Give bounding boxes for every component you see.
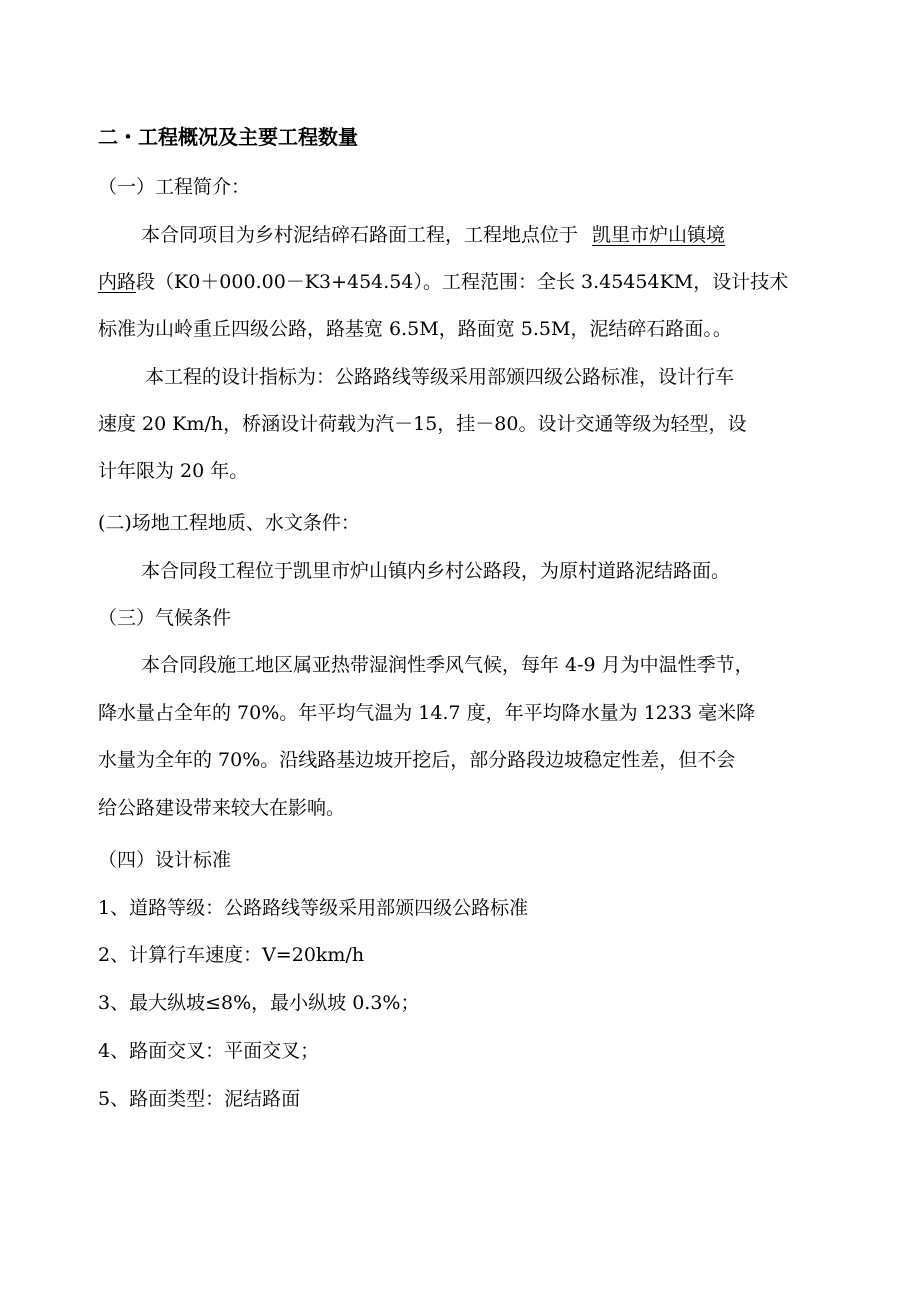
text-span: 本合同项目为乡村泥结碎石路面工程，工程地点位于 — [141, 224, 579, 246]
paragraph-line: 速度 20 Km/h，桥涵设计荷载为汽－15，挂－80。设计交通等级为轻型，设 — [98, 413, 747, 435]
paragraph-line: 本合同段施工地区属亚热带湿润性季风气候，每年 4-9 月为中温性季节， — [141, 654, 754, 676]
paragraph-line: 给公路建设带来较大在影响。 — [98, 797, 346, 819]
list-item: 3、最大纵坡≤8%，最小纵坡 0.3%； — [98, 992, 420, 1014]
underlined-location — [578, 224, 725, 246]
paragraph-line: 降水量占全年的 70%。年平均气温为 14.7 度，年平均降水量为 1233 毫米降 — [98, 702, 756, 724]
subsection-title-climate: （三）气候条件 — [98, 607, 232, 629]
underlined-text: 内路 — [98, 271, 137, 293]
paragraph-line — [98, 267, 788, 297]
text-span: 段（K0＋000.00－K3+454.54）。工程范围：全长 3.45454KM，设计技术 — [136, 271, 789, 293]
section-title: 二・工程概况及主要工程数量 — [98, 125, 358, 149]
underlined-text: 凯里市炉山镇境 — [592, 224, 726, 246]
paragraph-line — [141, 220, 725, 250]
paragraph-line: 本合同段工程位于凯里市炉山镇内乡村公路段，为原村道路泥结路面。 — [141, 560, 731, 582]
paragraph-line: 计年限为 20 年。 — [98, 460, 249, 482]
list-item: 4、路面交叉：平面交叉； — [98, 1040, 320, 1062]
paragraph-line: 本工程的设计指标为：公路路线等级采用部颁四级公路标准，设计行车 — [145, 366, 735, 388]
paragraph-line: 水量为全年的 70%。沿线路基边坡开挖后，部分路段边坡稳定性差，但不会 — [98, 749, 736, 771]
list-item: 5、路面类型：泥结路面 — [98, 1088, 301, 1110]
subsection-title-project-intro: （一）工程简介： — [98, 176, 251, 198]
subsection-title-design-standards: （四）设计标准 — [98, 849, 232, 871]
list-item: 1、道路等级：公路路线等级采用部颁四级公路标准 — [98, 897, 529, 919]
list-item: 2、计算行车速度：V=20km/h — [98, 944, 365, 966]
paragraph-line: 标准为山岭重丘四级公路，路基宽 6.5M，路面宽 5.5M，泥结碎石路面。。 — [98, 318, 732, 340]
subsection-title-geology: (二)场地工程地质、水文条件： — [98, 512, 360, 534]
